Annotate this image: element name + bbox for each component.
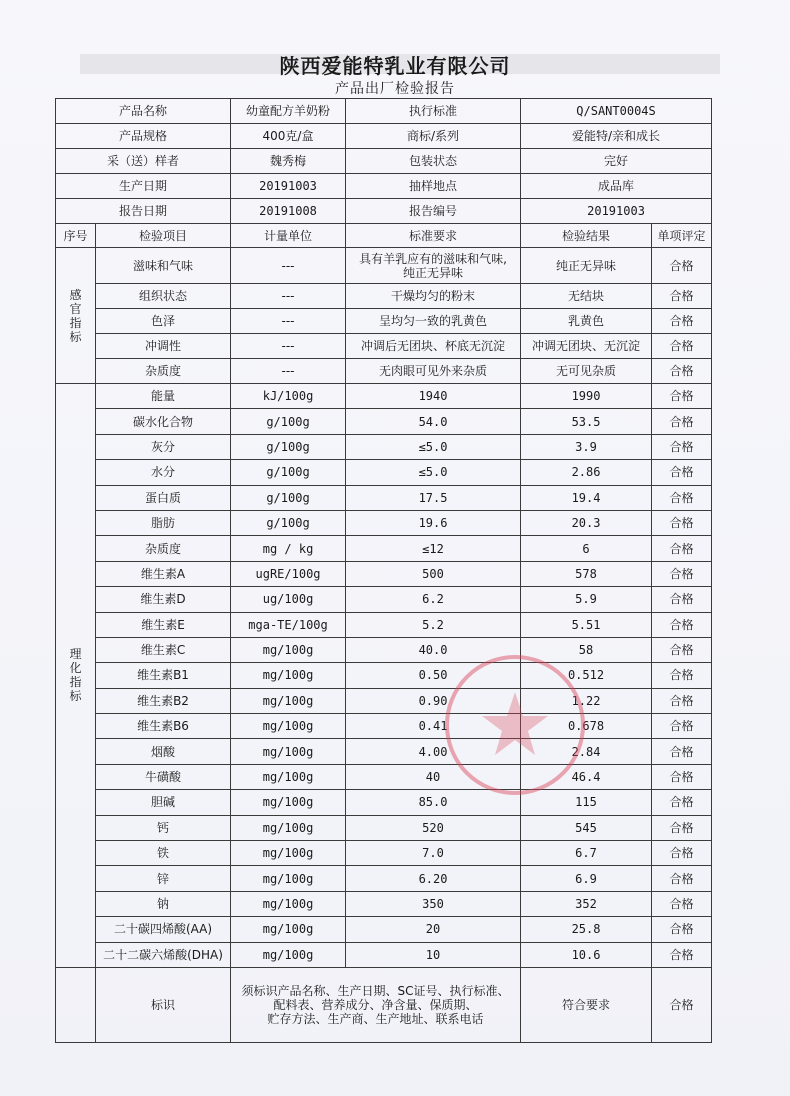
label-requirements-cell [231, 967, 521, 1042]
unit-cell: mg/100g [231, 866, 346, 891]
item-cell: 滋味和气味 [96, 248, 231, 284]
table-row [56, 637, 712, 662]
standard-cell: 0.90 [346, 688, 521, 713]
table-row [56, 663, 712, 688]
table-row [56, 248, 712, 284]
label-requirement-line: 须标识产品名称、生产日期、SC证号、执行标准、 [241, 983, 510, 998]
standard-cell: 20 [346, 917, 521, 942]
item-cell: 铁 [96, 841, 231, 866]
unit-cell: g/100g [231, 510, 346, 535]
verdict-cell: 合格 [652, 637, 712, 662]
unit-cell: g/100g [231, 409, 346, 434]
result-cell: 0.678 [521, 714, 652, 739]
item-cell: 维生素B2 [96, 688, 231, 713]
item-cell: 色泽 [96, 309, 231, 334]
label-requirement-line: 配料表、营养成分、净含量、保质期、 [273, 997, 478, 1012]
package-label: 包装状态 [346, 149, 521, 174]
col-item: 检验项目 [96, 224, 231, 248]
result-cell: 冲调无团块、无沉淀 [521, 334, 652, 359]
unit-cell: ugRE/100g [231, 561, 346, 586]
standard-cell: 0.50 [346, 663, 521, 688]
unit-cell: mg/100g [231, 637, 346, 662]
verdict-cell: 合格 [652, 764, 712, 789]
brand-value: 爱能特/亲和成长 [521, 124, 712, 149]
sample-place-label: 抽样地点 [346, 174, 521, 199]
table-row [56, 917, 712, 942]
verdict-cell: 合格 [652, 384, 712, 409]
verdict-cell: 合格 [652, 739, 712, 764]
report-date-value: 20191008 [231, 199, 346, 224]
result-cell: 6.7 [521, 841, 652, 866]
table-row [56, 790, 712, 815]
standard-cell: 无肉眼可见外来杂质 [346, 359, 521, 384]
product-name-label: 产品名称 [56, 99, 231, 124]
standard-cell: 54.0 [346, 409, 521, 434]
verdict-cell: 合格 [652, 309, 712, 334]
table-row [56, 764, 712, 789]
unit-cell: g/100g [231, 460, 346, 485]
unit-cell: kJ/100g [231, 384, 346, 409]
standard-cell: 0.41 [346, 714, 521, 739]
verdict-cell: 合格 [652, 790, 712, 815]
table-row [56, 309, 712, 334]
item-cell: 脂肪 [96, 510, 231, 535]
verdict-cell: 合格 [652, 536, 712, 561]
col-result: 检验结果 [521, 224, 652, 248]
standard-cell: 1940 [346, 384, 521, 409]
verdict-cell: 合格 [652, 815, 712, 840]
result-cell: 3.9 [521, 434, 652, 459]
standard-cell: 冲调后无团块、杯底无沉淀 [346, 334, 521, 359]
result-cell: 58 [521, 637, 652, 662]
standard-cell: 19.6 [346, 510, 521, 535]
report-no-label: 报告编号 [346, 199, 521, 224]
verdict-cell: 合格 [652, 561, 712, 586]
verdict-cell: 合格 [652, 688, 712, 713]
item-cell: 维生素E [96, 612, 231, 637]
item-cell: 烟酸 [96, 739, 231, 764]
sampler-label: 采（送）样者 [56, 149, 231, 174]
standard-cell: 500 [346, 561, 521, 586]
label-result-cell: 符合要求 [521, 967, 652, 1042]
info-row [56, 149, 712, 174]
table-row [56, 714, 712, 739]
unit-cell: mg/100g [231, 815, 346, 840]
col-standard: 标准要求 [346, 224, 521, 248]
unit-cell: --- [231, 334, 346, 359]
prod-date-label: 生产日期 [56, 174, 231, 199]
table-row [56, 841, 712, 866]
result-cell: 1990 [521, 384, 652, 409]
label-requirement-line: 贮存方法、生产商、生产地址、联系电话 [267, 1011, 484, 1026]
result-cell: 25.8 [521, 917, 652, 942]
result-cell: 2.84 [521, 739, 652, 764]
result-cell: 1.22 [521, 688, 652, 713]
verdict-cell: 合格 [652, 841, 712, 866]
item-cell: 维生素B6 [96, 714, 231, 739]
item-cell: 维生素B1 [96, 663, 231, 688]
item-cell: 水分 [96, 460, 231, 485]
column-header-row [56, 224, 712, 248]
table-row [56, 409, 712, 434]
label-row [56, 967, 712, 1042]
item-cell: 冲调性 [96, 334, 231, 359]
physchem-group-label [56, 384, 96, 968]
table-row [56, 739, 712, 764]
product-name-value: 幼童配方羊奶粉 [231, 99, 346, 124]
unit-cell: --- [231, 359, 346, 384]
standard-cell: ≤5.0 [346, 460, 521, 485]
physchem-group-text: 理化指标 [69, 647, 82, 704]
item-cell: 钙 [96, 815, 231, 840]
table-row [56, 815, 712, 840]
table-row [56, 510, 712, 535]
result-cell: 545 [521, 815, 652, 840]
table-row [56, 587, 712, 612]
unit-cell: g/100g [231, 485, 346, 510]
standard-cell [346, 248, 521, 284]
unit-cell: --- [231, 309, 346, 334]
col-seq: 序号 [56, 224, 96, 248]
info-row [56, 124, 712, 149]
prod-date-value: 20191003 [231, 174, 346, 199]
item-cell: 杂质度 [96, 359, 231, 384]
table-row [56, 942, 712, 967]
item-cell: 维生素A [96, 561, 231, 586]
standard-cell: 6.20 [346, 866, 521, 891]
report-subtitle: 产品出厂检验报告 [335, 81, 455, 97]
result-cell: 20.3 [521, 510, 652, 535]
item-cell: 蛋白质 [96, 485, 231, 510]
table-row [56, 612, 712, 637]
item-cell: 维生素D [96, 587, 231, 612]
table-row [56, 434, 712, 459]
result-cell: 无结块 [521, 284, 652, 309]
info-row [56, 99, 712, 124]
unit-cell: mg/100g [231, 764, 346, 789]
verdict-cell: 合格 [652, 485, 712, 510]
result-cell: 0.512 [521, 663, 652, 688]
table-row [56, 485, 712, 510]
unit-cell: mg/100g [231, 891, 346, 916]
company-title: 陕西爱能特乳业有限公司 [279, 54, 511, 78]
unit-cell: mg / kg [231, 536, 346, 561]
standard-cell: 10 [346, 942, 521, 967]
standard-cell: 40 [346, 764, 521, 789]
standard-cell: 呈均匀一致的乳黄色 [346, 309, 521, 334]
item-cell: 锌 [96, 866, 231, 891]
item-cell: 灰分 [96, 434, 231, 459]
table-row [56, 334, 712, 359]
result-cell: 352 [521, 891, 652, 916]
col-unit: 计量单位 [231, 224, 346, 248]
verdict-cell: 合格 [652, 917, 712, 942]
table-row [56, 866, 712, 891]
unit-cell: mg/100g [231, 942, 346, 967]
standard-cell: 6.2 [346, 587, 521, 612]
verdict-cell: 合格 [652, 612, 712, 637]
inspection-table [55, 98, 712, 1043]
standard-cell: ≤12 [346, 536, 521, 561]
unit-cell: --- [231, 284, 346, 309]
standard-cell: 7.0 [346, 841, 521, 866]
standard-cell: 40.0 [346, 637, 521, 662]
sampler-value: 魏秀梅 [231, 149, 346, 174]
spec-value: 400克/盒 [231, 124, 346, 149]
verdict-cell: 合格 [652, 714, 712, 739]
table-row [56, 688, 712, 713]
standard-cell: 85.0 [346, 790, 521, 815]
verdict-cell: 合格 [652, 942, 712, 967]
unit-cell: --- [231, 248, 346, 284]
result-cell: 6.9 [521, 866, 652, 891]
standard-cell: 4.00 [346, 739, 521, 764]
result-cell: 无可见杂质 [521, 359, 652, 384]
result-cell: 578 [521, 561, 652, 586]
result-cell: 53.5 [521, 409, 652, 434]
result-cell: 10.6 [521, 942, 652, 967]
result-cell: 纯正无异味 [521, 248, 652, 284]
item-cell: 组织状态 [96, 284, 231, 309]
verdict-cell: 合格 [652, 409, 712, 434]
info-row [56, 174, 712, 199]
unit-cell: mg/100g [231, 917, 346, 942]
standard-cell: 干燥均匀的粉末 [346, 284, 521, 309]
label-verdict-cell: 合格 [652, 967, 712, 1042]
unit-cell: g/100g [231, 434, 346, 459]
result-cell: 46.4 [521, 764, 652, 789]
item-cell: 牛磺酸 [96, 764, 231, 789]
physchem-rows [56, 384, 712, 968]
standard-cell: 520 [346, 815, 521, 840]
verdict-cell: 合格 [652, 284, 712, 309]
item-cell: 维生素C [96, 637, 231, 662]
standard-label: 执行标准 [346, 99, 521, 124]
standard-line: 具有羊乳应有的滋味和气味, [359, 251, 507, 266]
standard-value: Q/SANT0004S [521, 99, 712, 124]
standard-cell: 5.2 [346, 612, 521, 637]
result-cell: 6 [521, 536, 652, 561]
standard-cell: ≤5.0 [346, 434, 521, 459]
table-row [56, 561, 712, 586]
table-row [56, 359, 712, 384]
report-no-value: 20191003 [521, 199, 712, 224]
unit-cell: mg/100g [231, 790, 346, 815]
item-cell: 能量 [96, 384, 231, 409]
verdict-cell: 合格 [652, 434, 712, 459]
verdict-cell: 合格 [652, 460, 712, 485]
unit-cell: mg/100g [231, 714, 346, 739]
label-item-cell: 标识 [96, 967, 231, 1042]
verdict-cell: 合格 [652, 587, 712, 612]
unit-cell: mg/100g [231, 663, 346, 688]
verdict-cell: 合格 [652, 359, 712, 384]
label-seq-cell [56, 967, 96, 1042]
table-row [56, 460, 712, 485]
result-cell: 19.4 [521, 485, 652, 510]
standard-line: 纯正无异味 [403, 265, 464, 280]
result-cell: 乳黄色 [521, 309, 652, 334]
standard-cell: 350 [346, 891, 521, 916]
report-date-label: 报告日期 [56, 199, 231, 224]
result-cell: 2.86 [521, 460, 652, 485]
result-cell: 115 [521, 790, 652, 815]
verdict-cell: 合格 [652, 510, 712, 535]
info-row [56, 199, 712, 224]
item-cell: 碳水化合物 [96, 409, 231, 434]
item-cell: 钠 [96, 891, 231, 916]
table-row [56, 284, 712, 309]
verdict-cell: 合格 [652, 866, 712, 891]
package-value: 完好 [521, 149, 712, 174]
sample-place-value: 成品库 [521, 174, 712, 199]
item-cell: 胆碱 [96, 790, 231, 815]
result-cell: 5.51 [521, 612, 652, 637]
sensory-group-label [56, 248, 96, 384]
result-cell: 5.9 [521, 587, 652, 612]
verdict-cell: 合格 [652, 334, 712, 359]
standard-cell: 17.5 [346, 485, 521, 510]
spec-label: 产品规格 [56, 124, 231, 149]
verdict-cell: 合格 [652, 891, 712, 916]
item-cell: 二十碳四烯酸(AA) [96, 917, 231, 942]
table-row [56, 536, 712, 561]
unit-cell: ug/100g [231, 587, 346, 612]
verdict-cell: 合格 [652, 663, 712, 688]
col-verdict: 单项评定 [652, 224, 712, 248]
item-cell: 二十二碳六烯酸(DHA) [96, 942, 231, 967]
item-cell: 杂质度 [96, 536, 231, 561]
table-row [56, 891, 712, 916]
unit-cell: mg/100g [231, 688, 346, 713]
unit-cell: mg/100g [231, 841, 346, 866]
brand-label: 商标/系列 [346, 124, 521, 149]
table-row [56, 384, 712, 409]
unit-cell: mg/100g [231, 739, 346, 764]
unit-cell: mga-TE/100g [231, 612, 346, 637]
verdict-cell: 合格 [652, 248, 712, 284]
sensory-group-text: 感官指标 [69, 287, 82, 344]
